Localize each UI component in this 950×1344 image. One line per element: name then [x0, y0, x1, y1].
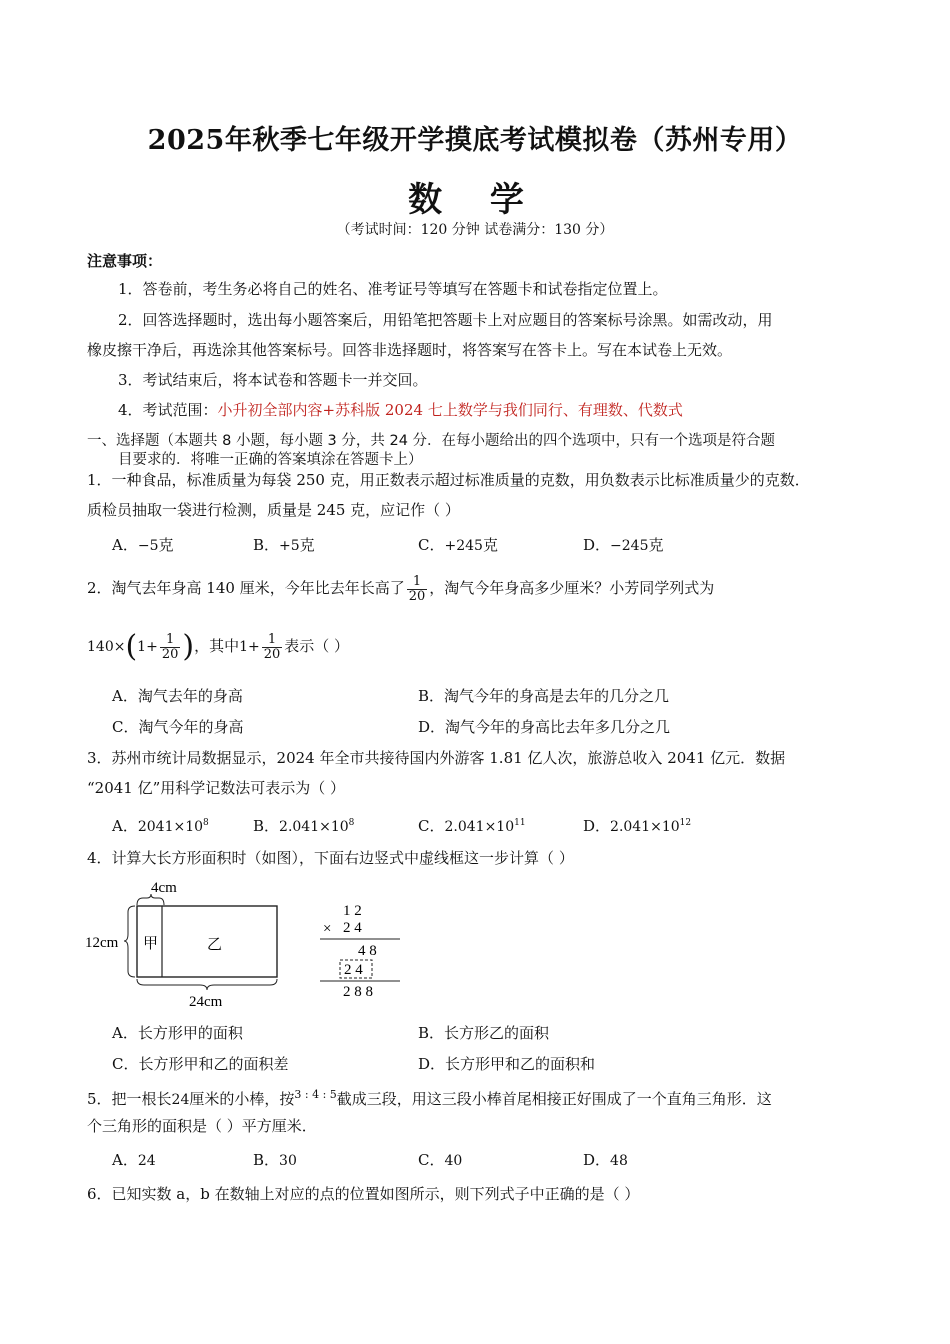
q2-text-a: 2．淘气去年身高 140 厘米，今年比去年长高了 $\frac{1}{20}$ ，淘气今年身高多少厘米？小芳同学列式为: [87, 573, 715, 604]
q4-option-b[interactable]: B．长方形乙的面积: [418, 1024, 550, 1042]
section-1-heading-a: 一、选择题（本题共 8 小题，每小题 3 分，共 24 分．在每小题给出的四个选项中，只有一个选项是符合题: [87, 433, 776, 449]
q4-calc-times: ×: [323, 921, 332, 937]
q1-option-d[interactable]: D．−245克: [583, 536, 664, 554]
q4-calc-row1: 1 2: [343, 903, 362, 919]
q4-bottom-label: 24cm: [189, 994, 223, 1010]
q2-option-d[interactable]: D．淘气今年的身高比去年多几分之几: [418, 718, 671, 736]
q1-option-b[interactable]: B．+5克: [253, 536, 315, 554]
q3-text-b: “2041 亿”用科学记数法可表示为（ ）: [87, 779, 346, 797]
q4-calc-row4: 2 4: [344, 962, 363, 978]
q4-width-label: 4cm: [151, 880, 177, 896]
q2-option-b[interactable]: B．淘气今年的身高是去年的几分之几: [418, 687, 670, 705]
q2-text-b: 140×(1+ $\frac{1}{20}$ )，其中1+ $\frac{1}{20}$ 表示（ ）: [87, 629, 350, 664]
q4-calc-row2: 2 4: [343, 920, 362, 936]
q5-text-b: 个三角形的面积是（ ）平方厘米．: [87, 1117, 317, 1135]
notice-heading: 注意事项：: [87, 252, 163, 270]
notice-item-2a: 2．回答选择题时，选出每小题答案后，用铅笔把答题卡上对应题目的答案标号涂黑。如需改动，用: [118, 311, 773, 329]
notice-item-4-prefix: 4．考试范围：: [118, 401, 218, 419]
q6-text: 6．已知实数 a，b 在数轴上对应的点的位置如图所示，则下列式子中正确的是（ ）: [87, 1185, 640, 1203]
q5-text-a: 5．把一根长24厘米的小棒，按$^{3 : 4 : 5}$截成三段，用这三段小棒首尾相接正好围成了一个直角三角形．这: [87, 1088, 772, 1108]
notice-item-2b: 橡皮擦干净后，再选涂其他答案标号。回答非选择题时，将答案写在答卡上。写在本试卷上无效。: [87, 341, 733, 359]
q2-option-a[interactable]: A．淘气去年的身高: [112, 687, 243, 705]
q1-option-a[interactable]: A．−5克: [112, 536, 174, 554]
q3-option-c[interactable]: C．$2.041\times 10^{11}$: [418, 817, 526, 835]
q4-option-c[interactable]: C．长方形甲和乙的面积差: [112, 1055, 289, 1073]
q4-option-d[interactable]: D．长方形甲和乙的面积和: [418, 1055, 596, 1073]
q2-option-c[interactable]: C．淘气今年的身高: [112, 718, 244, 736]
notice-item-4-scope: 小升初全部内容+苏科版 2024 七上数学与我们同行、有理数、代数式: [217, 401, 683, 419]
subject-title: 数 学: [408, 180, 542, 220]
q4-height-label: 12cm: [85, 935, 119, 951]
q3-option-d[interactable]: D．$2.041\times 10^{12}$: [583, 817, 692, 835]
q5-option-c[interactable]: C．40: [418, 1151, 463, 1169]
q4-figure: [80, 872, 420, 1012]
q1-text-a: 1．一种食品，标准质量为每袋 250 克，用正数表示超过标准质量的克数，用负数表示比标准质量少的克数．: [87, 471, 810, 489]
q1-text-b: 质检员抽取一袋进行检测，质量是 245 克，应记作（ ）: [87, 501, 460, 519]
section-1-heading-b: 目要求的．将唯一正确的答案填涂在答题卡上）: [118, 452, 423, 468]
q5-option-b[interactable]: B．30: [253, 1151, 297, 1169]
q3-text-a: 3．苏州市统计局数据显示，2024 年全市共接待国内外游客 1.81 亿人次，旅游总收入 2041 亿元．数据: [87, 749, 786, 767]
paper-title: 2025年秋季七年级开学摸底考试模拟卷（苏州专用）: [147, 125, 803, 156]
q4-calc-row3: 4 8: [358, 943, 377, 959]
q5-option-a[interactable]: A．24: [112, 1151, 156, 1169]
q1-option-c[interactable]: C．+245克: [418, 536, 498, 554]
q3-option-a[interactable]: A．$2041\times 10^8$: [112, 817, 209, 835]
q2-fraction: $\frac{1}{20}$: [408, 573, 426, 604]
q3-option-b[interactable]: B．$2.041\times 10^8$: [253, 817, 355, 835]
q4-left-brace: [124, 906, 135, 977]
q5-option-d[interactable]: D．48: [583, 1151, 628, 1169]
q4-calc-row5: 2 8 8: [343, 984, 373, 1000]
q4-option-a[interactable]: A．长方形甲的面积: [112, 1024, 243, 1042]
exam-info: （考试时间：120 分钟 试卷满分：130 分）: [336, 222, 614, 238]
q4-part-a: 甲: [143, 934, 159, 952]
notice-item-1: 1．答卷前，考生务必将自己的姓名、准考证号等填写在答题卡和试卷指定位置上。: [118, 280, 668, 298]
q4-text: 4．计算大长方形面积时（如图），下面右边竖式中虚线框这一步计算（ ）: [87, 849, 574, 867]
q4-part-b: 乙: [207, 935, 223, 953]
notice-item-3: 3．考试结束后，将本试卷和答题卡一并交回。: [118, 371, 428, 389]
q4-bottom-brace: [137, 979, 277, 990]
notice-item-4: [118, 400, 683, 420]
